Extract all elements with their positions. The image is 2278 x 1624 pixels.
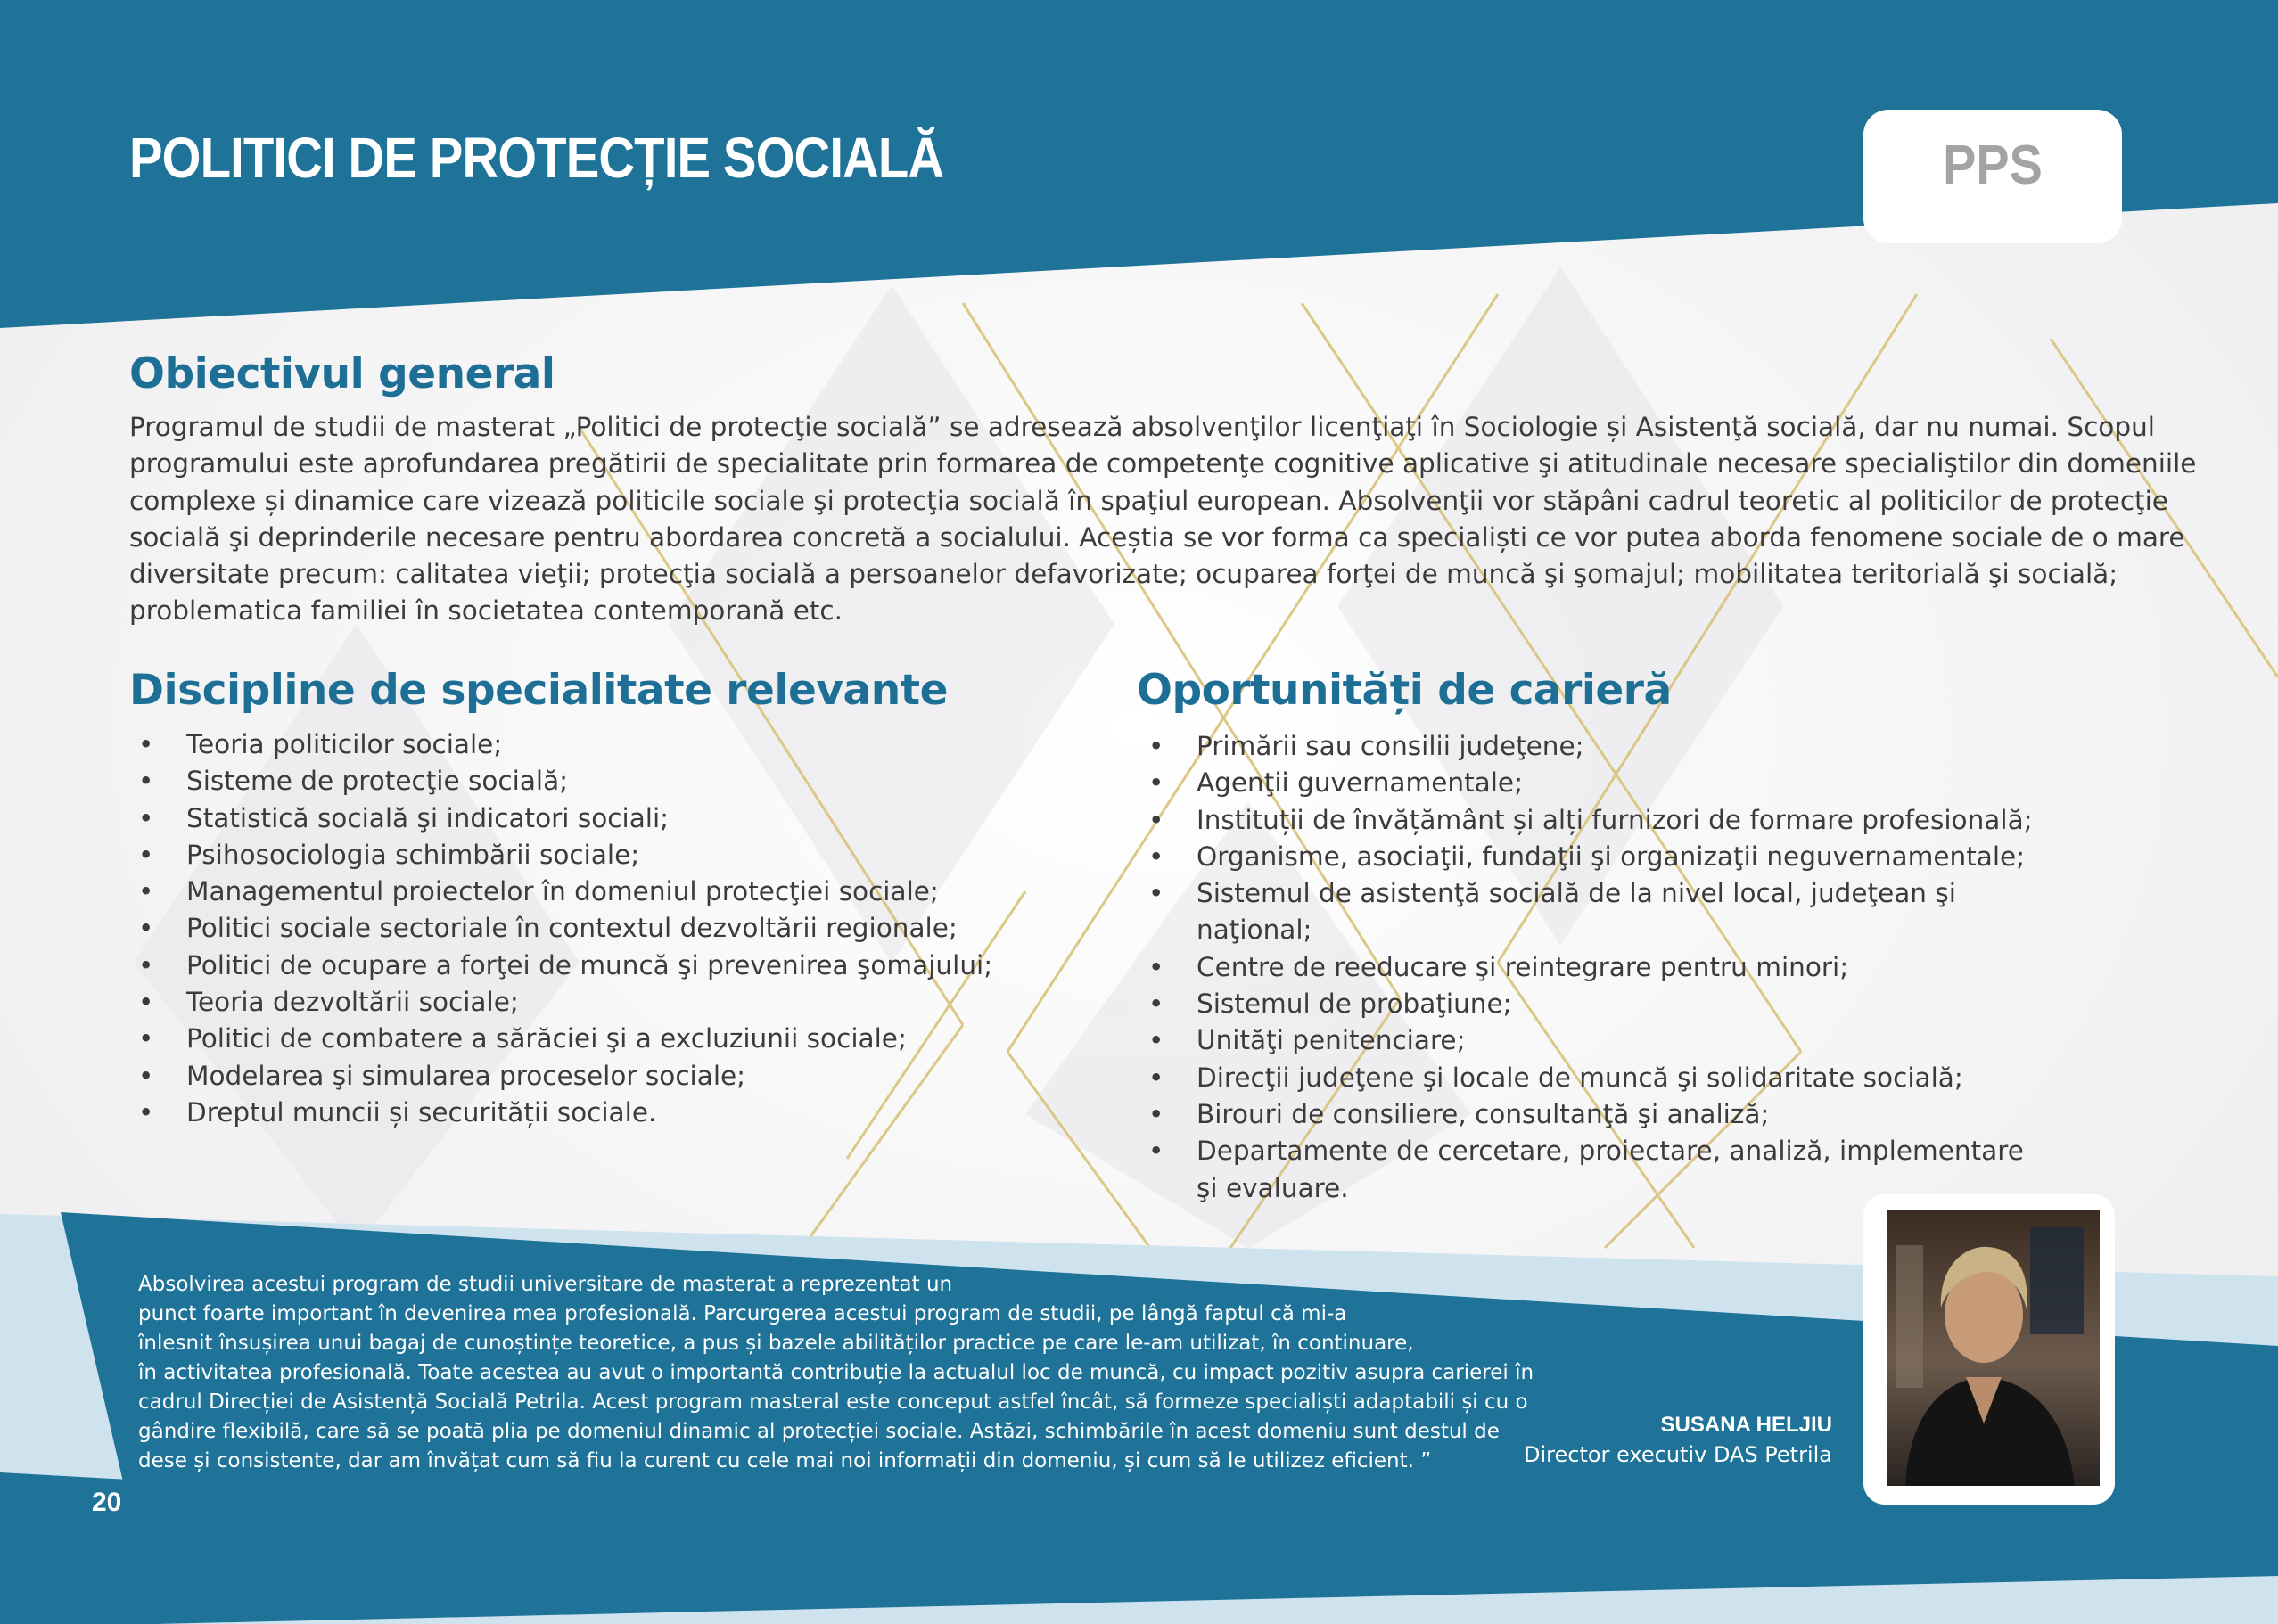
testimonial-line: Absolvirea acestui program de studii universitare de masterat a reprezentat un	[138, 1273, 953, 1296]
disciplines-list	[129, 726, 1065, 1131]
list-item: • Centre de reeducare şi reintegrare pentru minori;	[1139, 949, 2049, 986]
list-item: • Agenţii guvernamentale;	[1139, 765, 2049, 801]
program-code: PPS	[1943, 135, 2043, 196]
objective-line: complexe și dinamice care vizează politicile sociale şi protecţia socială în spaţiul european. Absolvenţii vor stăpâni cadrul teoretic al politicilor de protecţie	[129, 485, 2168, 516]
testimonial-quote	[138, 1270, 1534, 1476]
list-item: • Birouri de consiliere, consultanţă şi analiză;	[1139, 1096, 2049, 1133]
objective-heading: Obiectivul general	[129, 349, 555, 398]
careers-heading: Oportunități de carieră	[1137, 666, 1672, 715]
list-item: • Departamente de cercetare, proiectare, analiză, implementare şi evaluare.	[1139, 1133, 2049, 1207]
objective-paragraph	[129, 409, 2197, 630]
list-item: • Politici de combatere a sărăciei şi a excluziunii sociale;	[129, 1021, 1065, 1057]
careers-list	[1139, 728, 2049, 1207]
list-item: • Teoria dezvoltării sociale;	[129, 984, 1065, 1021]
list-item: • Sistemul de probaţiune;	[1139, 986, 2049, 1022]
list-item: • Teoria politicilor sociale;	[129, 726, 1065, 763]
objective-line: diversitate precum: calitatea vieţii; protecţia socială a persoanelor defavorizate; ocuparea forţei de muncă şi şomajul; mobilitatea teritorială şi socială;	[129, 559, 2118, 590]
list-item: • Sisteme de protecţie socială;	[129, 763, 1065, 800]
list-item: • Direcţii judeţene şi locale de muncă şi solidaritate socială;	[1139, 1060, 2049, 1096]
disciplines-heading: Discipline de specialitate relevante	[129, 666, 949, 715]
list-item: • Statistică socială şi indicatori sociali;	[129, 800, 1065, 837]
testimonial-author-role: Director executiv DAS Petrila	[1524, 1442, 1832, 1467]
footer-left-stripe	[0, 1472, 160, 1624]
objective-line: problematica familiei în societatea contemporană etc.	[129, 595, 843, 627]
list-item: • Psihosociologia schimbării sociale;	[129, 837, 1065, 874]
testimonial-line: în activitatea profesională. Toate acestea au avut o importantă contribuție la actualul loc de muncă, cu impact pozitiv asupra carierei în	[138, 1361, 1534, 1384]
testimonial-line: înlesnit însușirea unui bagaj de cunoștințe teoretice, a pus și bazele abilităților practice pe care le-am utilizat, în continuare,	[138, 1332, 1414, 1355]
page-number: 20	[92, 1488, 122, 1517]
testimonial-line: dese și consistente, dar am învățat cum să fiu la curent cu cele mai noi informații din domeniu, și cum să le utilizez eficient. ”	[138, 1449, 1432, 1472]
list-item: • Politici de ocupare a forţei de muncă şi prevenirea şomajului;	[129, 947, 1065, 984]
list-item: • Sistemul de asistenţă socială de la nivel local, judeţean şi naţional;	[1139, 875, 2049, 949]
objective-line: socială şi deprinderile necesare pentru abordarea concretă a socialului. Aceștia se vor forma ca specialiști ce vor putea aborda fenomene sociale de o mare	[129, 521, 2185, 553]
list-item: • Managementul proiectelor în domeniul protecţiei sociale;	[129, 874, 1065, 910]
testimonial-line: cadrul Direcției de Asistență Socială Petrila. Acest program masteral este conceput astfel încât, să formeze specialiști adaptabili și cu o	[138, 1390, 1528, 1414]
testimonial-line: gândire flexibilă, care să se poată plia pe domeniul dinamic al protecției sociale. Astăzi, schimbările în acest domeniu sunt destul de	[138, 1420, 1500, 1443]
list-item: • Dreptul muncii și securității sociale.	[129, 1095, 1065, 1131]
list-item: • Primării sau consilii judeţene;	[1139, 728, 2049, 765]
list-item: • Organisme, asociaţii, fundaţii şi organizaţii neguvernamentale;	[1139, 839, 2049, 875]
objective-line: programului este aprofundarea pregătirii de specialitate prin formarea de competenţe cognitive aplicative şi atitudinale necesare specialiştilor din domeniile	[129, 448, 2197, 480]
author-photo	[1887, 1210, 2100, 1486]
page-title: POLITICI DE PROTECȚIE SOCIALĂ	[129, 126, 944, 190]
testimonial-author-name: SUSANA HELJIU	[1660, 1413, 1832, 1437]
objective-line: Programul de studii de masterat „Politici de protecţie socială” se adresează absolvenţilor licenţiaţi în Sociologie și Asistenţă socială, dar nu numai. Scopul	[129, 412, 2155, 442]
list-item: • Politici sociale sectoriale în contextul dezvoltării regionale;	[129, 910, 1065, 947]
list-item: • Instituții de învățământ și alți furnizori de formare profesională;	[1139, 802, 2049, 839]
testimonial-line: punct foarte important în devenirea mea profesională. Parcurgerea acestui program de studii, pe lângă faptul că mi-a	[138, 1302, 1347, 1325]
list-item: • Modelarea şi simularea proceselor sociale;	[129, 1058, 1065, 1095]
list-item: • Unităţi penitenciare;	[1139, 1022, 2049, 1059]
